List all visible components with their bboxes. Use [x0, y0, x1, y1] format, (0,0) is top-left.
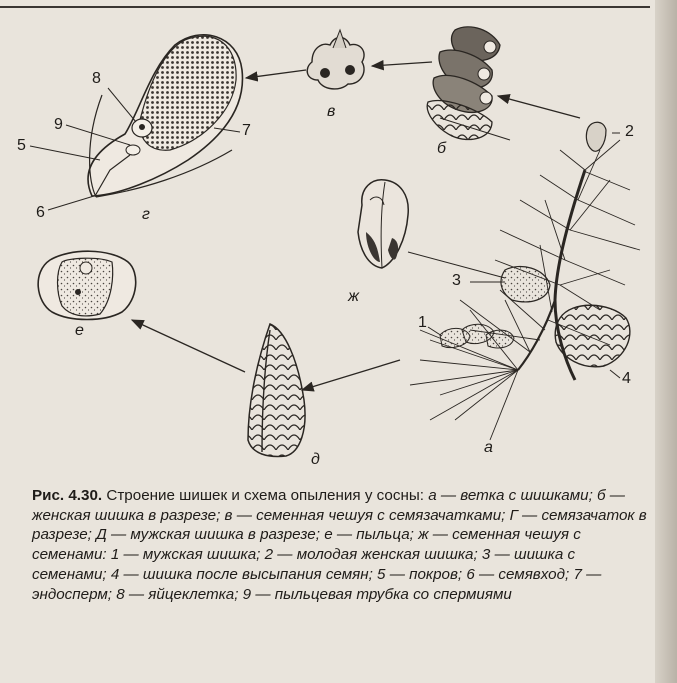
- caption-heading: Строение шишек и схема опыления у сосны:: [106, 487, 424, 504]
- male-cone-section-d: [248, 324, 305, 456]
- label-a: а: [484, 439, 493, 456]
- label-b: б: [437, 140, 446, 157]
- label-6: 6: [36, 204, 45, 221]
- label-5: 5: [17, 137, 26, 154]
- label-3: 3: [452, 272, 461, 289]
- pine-branch-a: [408, 122, 640, 440]
- label-v: в: [327, 103, 336, 120]
- label-e: е: [75, 322, 84, 339]
- label-zh: ж: [348, 288, 360, 305]
- label-g: г: [142, 206, 150, 223]
- figure-caption: [32, 486, 648, 604]
- seed-scale-with-seeds-zh: [358, 180, 408, 268]
- label-4: 4: [622, 370, 631, 387]
- label-9: 9: [54, 116, 63, 133]
- label-2: 2: [625, 123, 634, 140]
- label-8: 8: [92, 70, 101, 87]
- caption-number: Рис. 4.30.: [32, 487, 103, 504]
- female-cone-section-b: [427, 27, 510, 140]
- label-1: 1: [418, 314, 427, 331]
- label-d: д: [311, 451, 320, 468]
- label-7: 7: [242, 122, 251, 139]
- caption-body: а — ветка с шишками; б — женская шишка в разрезе; в — семенная чешуя с семязачатками; Г — семязачаток в разрезе; Д — мужская шишка в разрезе; е — пыльца; ж — семенная чешуя с семенами: 1 — мужская шишка; 2 — молодая женская шишка; 3 — шишка с семенами; 4 — шишка после высыпания семян; 5 — покров; 6 — семявход; 7 — эндосперм; 8 — яйцеклетка; 9 — пыльцевая трубка со спермиями: [32, 487, 647, 603]
- seed-scale-v: [307, 30, 364, 89]
- pollen-grain-e: [38, 251, 136, 319]
